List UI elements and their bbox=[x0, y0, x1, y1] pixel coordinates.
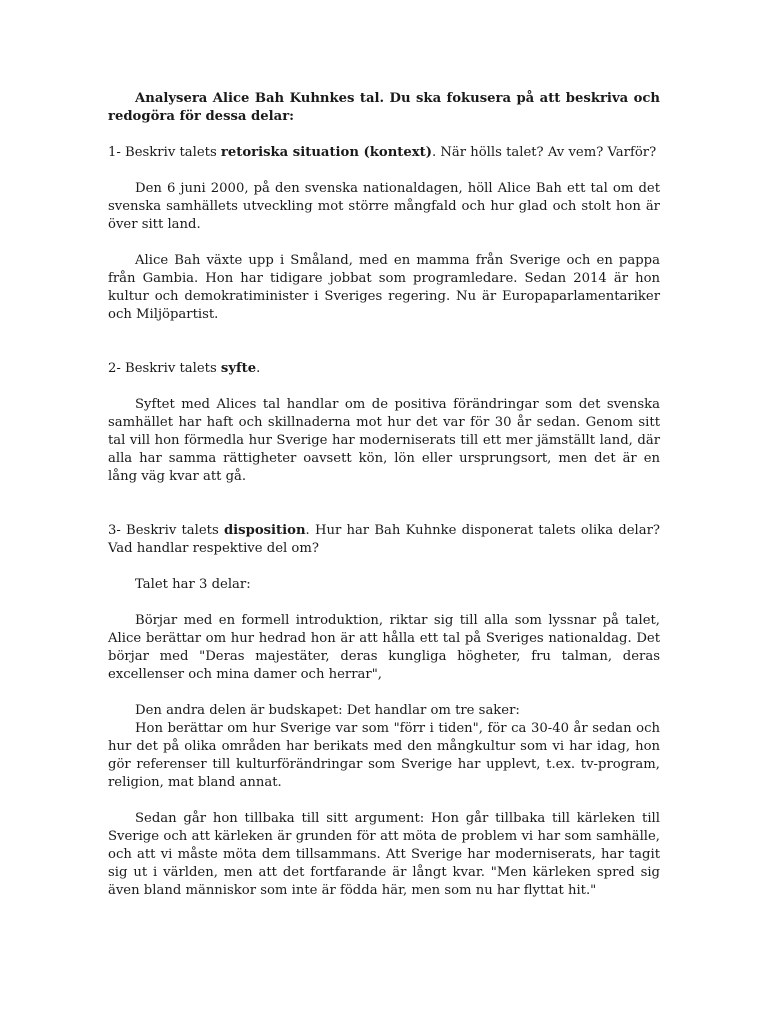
question-1-prefix: 1- Beskriv talets bbox=[108, 145, 221, 160]
assignment-heading: Analysera Alice Bah Kuhnkes tal. Du ska fokusera på att beskriva och redogöra för dessa delar: bbox=[108, 91, 660, 124]
answer-1-paragraph-2: Alice Bah växte upp i Småland, med en mamma från Sverige och en pappa från Gambia. Hon har tidigare jobbat som programledare. Sedan 2014 är hon kultur och demokratiminister i Sveriges regering. Nu är Europaparlamentariker och Miljöpartist. bbox=[108, 253, 660, 322]
question-3 bbox=[108, 522, 660, 558]
question-3-suffix: . Hur har Bah Kuhnke disponerat talets olika delar? Vad handlar respektive del om? bbox=[108, 523, 660, 556]
answer-3-intro: Talet har 3 delar: bbox=[135, 577, 251, 592]
question-2-prefix: 2- Beskriv talets bbox=[108, 361, 221, 376]
question-3-keyword: disposition bbox=[223, 523, 306, 538]
answer-3-part-2-heading: Den andra delen är budskapet: Det handlar om tre saker: bbox=[135, 703, 520, 718]
answer-1-paragraph-1: Den 6 juni 2000, på den svenska nationaldagen, höll Alice Bah ett tal om det svenska samhällets utveckling mot större mångfald och hur glad och stolt hon är över sitt land. bbox=[108, 181, 660, 232]
document-page bbox=[108, 90, 660, 900]
question-2-suffix: . bbox=[256, 361, 261, 376]
answer-2-paragraph-1: Syftet med Alices tal handlar om de positiva förändringar som det svenska samhället har haft och skillnaderna mot hur det var för 30 år sedan. Genom sitt tal vill hon förmedla hur Sverige har moderniserats till ett mer jämställt land, där alla har samma rättigheter oavsett kön, lön eller ursprungsort, men det är en lång väg kvar att gå. bbox=[108, 397, 660, 484]
question-1-keyword: retoriska situation (kontext) bbox=[220, 145, 432, 160]
question-3-prefix: 3- Beskriv talets bbox=[108, 523, 224, 538]
question-1 bbox=[108, 144, 660, 162]
question-2 bbox=[108, 360, 660, 378]
question-1-suffix: . När hölls talet? Av vem? Varför? bbox=[431, 145, 657, 160]
answer-3-part-3: Sedan går hon tillbaka till sitt argument: Hon går tillbaka till kärleken till Sverige och att kärleken är grunden för att möta de problem vi har som samhälle, och att vi måste möta dem tillsammans. Att Sverige har moderniserats, har tagit sig ut i världen, men att det fortfarande är långt kvar. "Men kärleken spred sig även bland människor som inte är födda här, men som nu har flyttat hit." bbox=[108, 811, 660, 898]
answer-3-part-2: Hon berättar om hur Sverige var som "förr i tiden", för ca 30-40 år sedan och hur det på olika områden har berikats med den mångkultur som vi har idag, hon gör referenser till kulturförändringar som Sverige har upplevt, t.ex. tv-program, religion, mat bland annat. bbox=[108, 721, 660, 790]
answer-3-part-1: Börjar med en formell introduktion, riktar sig till alla som lyssnar på talet, Alice berättar om hur hedrad hon är att hålla ett tal på Sveriges nationaldag. Det börjar med "Deras majestäter, deras kungliga högheter, fru talman, deras excellenser och mina damer och herrar", bbox=[108, 613, 660, 682]
question-2-keyword: syfte bbox=[220, 361, 257, 376]
